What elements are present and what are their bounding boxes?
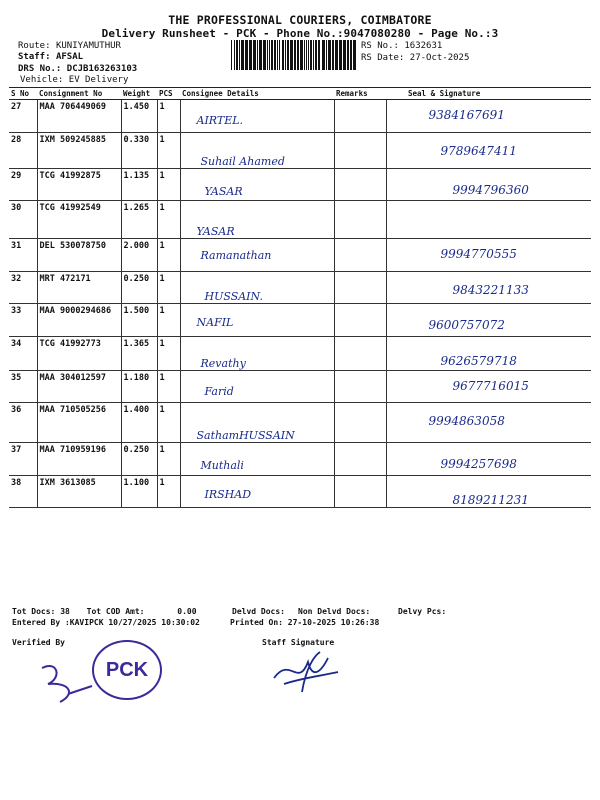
remarks-cell (334, 443, 386, 476)
consignee-cell (180, 443, 334, 476)
barcode-bar (287, 40, 289, 70)
rs-no-value: 1632631 (404, 41, 443, 51)
consignee-cell (180, 132, 334, 168)
signature-handwriting: 9384167691 (428, 108, 505, 122)
barcode-bar (236, 40, 238, 70)
barcode-bar (234, 40, 235, 70)
document-title: THE PROFESSIONAL COURIERS, COIMBATORE (168, 13, 432, 27)
barcode-bar (277, 40, 278, 70)
consignee-handwriting: AIRTEL. (196, 114, 244, 127)
consignment-cell: TCG 41992549 (37, 201, 121, 239)
barcode-bar (297, 40, 299, 70)
signature-cell (386, 443, 591, 476)
sno-cell: 31 (9, 239, 37, 272)
signature-handwriting: 9994257698 (440, 457, 517, 471)
sno-cell: 32 (9, 271, 37, 304)
consignee-cell (180, 304, 334, 337)
barcode-bar (259, 40, 262, 70)
signature-cell (386, 336, 591, 370)
signature-handwriting: 9626579718 (440, 353, 517, 368)
col-remarks-header: Remarks (334, 88, 386, 100)
barcode-bar (263, 40, 266, 70)
consignment-cell: TCG 41992773 (37, 336, 121, 370)
consignee-cell (180, 403, 334, 443)
drs-line (18, 64, 137, 74)
barcode-bar (267, 40, 268, 70)
weight-cell: 0.250 (121, 271, 157, 304)
consignee-cell (180, 239, 334, 272)
barcode-bar (245, 40, 248, 70)
table-row (9, 201, 591, 239)
consignment-cell: DEL 530078750 (37, 239, 121, 272)
staff-label: Staff: (18, 52, 51, 62)
col-consignee-header: Consignee Details (180, 88, 334, 100)
route-line (18, 41, 121, 51)
tot-cod-value: 0.00 (177, 607, 197, 616)
barcode-bar (308, 40, 309, 70)
sno-cell: 28 (9, 132, 37, 168)
consignee-handwriting: NAFIL (196, 316, 234, 329)
barcode-bar (241, 40, 244, 70)
rs-no-line (361, 41, 442, 51)
route-value: KUNIYAMUTHUR (55, 41, 121, 51)
drs-label: DRS No.: (18, 64, 62, 74)
signature-handwriting: 9994796360 (452, 182, 529, 197)
signature-cell (386, 100, 591, 133)
signature-cell (386, 475, 591, 508)
barcode-bar (294, 40, 296, 70)
barcode-bar (322, 40, 325, 70)
barcode-bar (257, 40, 258, 70)
consignee-handwriting: Ramanathan (200, 249, 272, 262)
barcode-bar (339, 40, 342, 70)
barcode-bar (300, 40, 303, 70)
signature-cell (386, 239, 591, 272)
totals-line (12, 607, 197, 616)
barcode-bar (343, 40, 346, 70)
table-row (9, 168, 591, 201)
barcode-bar (353, 40, 356, 70)
consignee-handwriting: SathamHUSSAIN (196, 429, 295, 442)
consignee-cell (180, 168, 334, 201)
pcs-cell: 1 (157, 201, 180, 239)
sno-cell: 35 (9, 370, 37, 403)
barcode-bar (253, 40, 256, 70)
weight-cell: 2.000 (121, 239, 157, 272)
consignee-cell (180, 336, 334, 370)
barcode-bar (249, 40, 252, 70)
barcode-bar (318, 40, 320, 70)
runsheet-table (9, 87, 591, 508)
barcode-bar (274, 40, 276, 70)
table-row (9, 304, 591, 337)
consignment-cell: MRT 472171 (37, 271, 121, 304)
pcs-cell: 1 (157, 370, 180, 403)
route-label: Route: (18, 41, 51, 51)
consignment-cell: MAA 710505256 (37, 403, 121, 443)
document-subtitle: Delivery Runsheet - PCK - Phone No.:9047080280 - Page No.:3 (101, 27, 499, 40)
remarks-cell (334, 239, 386, 272)
staff-line (18, 52, 83, 62)
signature-handwriting: 9843221133 (452, 282, 529, 297)
barcode-image (231, 40, 358, 70)
signature-cell (386, 201, 591, 239)
vehicle-value: EV Delivery (68, 75, 129, 85)
vehicle-line (20, 75, 128, 85)
consignee-cell (180, 475, 334, 508)
pck-stamp: PCK (92, 640, 162, 700)
remarks-cell (334, 168, 386, 201)
weight-cell: 1.450 (121, 100, 157, 133)
table-row (9, 239, 591, 272)
consignee-handwriting: Farid (204, 384, 234, 398)
sno-cell: 34 (9, 336, 37, 370)
remarks-cell (334, 271, 386, 304)
barcode-bar (282, 40, 284, 70)
rs-date-value: 27-Oct-2025 (409, 53, 470, 63)
verified-by-label: Verified By (12, 638, 65, 647)
weight-cell: 1.500 (121, 304, 157, 337)
pcs-cell: 1 (157, 304, 180, 337)
consignee-handwriting: YASAR (196, 225, 235, 238)
barcode-bar (306, 40, 307, 70)
consignment-cell: MAA 304012597 (37, 370, 121, 403)
consignment-cell: IXM 509245885 (37, 132, 121, 168)
tot-docs-label: Tot Docs: (12, 607, 56, 616)
barcode-bar (315, 40, 317, 70)
signature-handwriting: 9789647411 (440, 143, 517, 158)
signature-handwriting: 9600757072 (428, 318, 505, 332)
remarks-cell (334, 370, 386, 403)
table-row (9, 132, 591, 168)
consignee-handwriting: Muthali (200, 459, 244, 472)
barcode-bar (328, 40, 331, 70)
barcode-bar (279, 40, 280, 70)
consignee-cell (180, 271, 334, 304)
barcode-bar (285, 40, 286, 70)
barcode-bar (326, 40, 327, 70)
sno-cell: 29 (9, 168, 37, 201)
pcs-cell: 1 (157, 475, 180, 508)
barcode-bar (347, 40, 349, 70)
signature-handwriting: 9994863058 (428, 414, 505, 428)
verifier-signature-scribble (30, 650, 100, 710)
sno-cell: 38 (9, 475, 37, 508)
remarks-cell (334, 201, 386, 239)
sno-cell: 36 (9, 403, 37, 443)
consignee-handwriting: YASAR (204, 184, 243, 198)
signature-cell (386, 271, 591, 304)
barcode-bar (271, 40, 273, 70)
barcode-bar (269, 40, 270, 70)
consignment-cell: IXM 3613085 (37, 475, 121, 508)
pcs-cell: 1 (157, 100, 180, 133)
sno-cell: 30 (9, 201, 37, 239)
col-consignment-header: Consignment No (37, 88, 121, 100)
remarks-cell (334, 304, 386, 337)
col-weight-header: Weight (121, 88, 157, 100)
barcode-bar (350, 40, 352, 70)
non-delvd-docs-label: Non Delvd Docs: (298, 607, 371, 616)
signature-handwriting: 9994770555 (440, 247, 517, 261)
remarks-cell (334, 100, 386, 133)
consignee-cell (180, 201, 334, 239)
sno-cell: 37 (9, 443, 37, 476)
pcs-cell: 1 (157, 271, 180, 304)
pcs-cell: 1 (157, 239, 180, 272)
vehicle-label: Vehicle: (20, 75, 64, 85)
consignment-cell: MAA 9000294686 (37, 304, 121, 337)
consignment-cell: TCG 41992875 (37, 168, 121, 201)
delvd-docs-label: Delvd Docs: (232, 607, 285, 616)
delvy-pcs-label: Delvy Pcs: (398, 607, 447, 616)
remarks-cell (334, 403, 386, 443)
table-row (9, 403, 591, 443)
barcode-bar (231, 40, 232, 70)
barcode-bar (332, 40, 334, 70)
consignee-cell (180, 100, 334, 133)
remarks-cell (334, 336, 386, 370)
drs-value: DCJB163263103 (66, 64, 138, 74)
consignment-cell: MAA 706449069 (37, 100, 121, 133)
staff-value: AFSAL (55, 52, 84, 62)
weight-cell: 1.400 (121, 403, 157, 443)
weight-cell: 0.330 (121, 132, 157, 168)
weight-cell: 0.250 (121, 443, 157, 476)
signature-handwriting: 9677716015 (452, 378, 529, 393)
signature-cell (386, 168, 591, 201)
tot-cod-label: Tot COD Amt: (86, 607, 145, 616)
barcode-bar (310, 40, 312, 70)
tot-docs-value: 38 (60, 607, 70, 616)
pcs-cell: 1 (157, 403, 180, 443)
pcs-cell: 1 (157, 132, 180, 168)
barcode-bar (290, 40, 293, 70)
table-row (9, 100, 591, 133)
remarks-cell (334, 475, 386, 508)
weight-cell: 1.135 (121, 168, 157, 201)
col-pcs-header: PCS (157, 88, 180, 100)
pcs-cell: 1 (157, 336, 180, 370)
signature-cell (386, 403, 591, 443)
sno-cell: 27 (9, 100, 37, 133)
col-sno-header: S No (9, 88, 37, 100)
col-signature-header: Seal & Signature (386, 88, 591, 100)
barcode-bar (313, 40, 314, 70)
pcs-cell: 1 (157, 168, 180, 201)
staff-signature-label: Staff Signature (262, 638, 335, 647)
consignee-handwriting: IRSHAD (204, 487, 252, 501)
signature-cell (386, 304, 591, 337)
weight-cell: 1.100 (121, 475, 157, 508)
barcode-bar (239, 40, 240, 70)
rs-date-label: RS Date: (361, 53, 405, 63)
sno-cell: 33 (9, 304, 37, 337)
table-row (9, 271, 591, 304)
table-row (9, 475, 591, 508)
weight-cell: 1.365 (121, 336, 157, 370)
table-row (9, 370, 591, 403)
signature-cell (386, 132, 591, 168)
table-header-row (9, 88, 591, 100)
consignee-cell (180, 370, 334, 403)
table-row (9, 443, 591, 476)
barcode-bar (304, 40, 305, 70)
consignment-cell: MAA 710959196 (37, 443, 121, 476)
entered-by: Entered By :KAVIPCK 10/27/2025 10:30:02 (12, 618, 200, 627)
barcode-bar (335, 40, 338, 70)
weight-cell: 1.265 (121, 201, 157, 239)
signature-handwriting: 8189211231 (452, 492, 529, 507)
consignee-handwriting: Revathy (200, 356, 246, 370)
consignee-handwriting: Suhail Ahamed (200, 154, 285, 168)
staff-signature-scribble (268, 648, 348, 694)
rs-no-label: RS No.: (361, 41, 399, 51)
pcs-cell: 1 (157, 443, 180, 476)
rs-date-line (361, 53, 469, 63)
remarks-cell (334, 132, 386, 168)
printed-on: Printed On: 27-10-2025 10:26:38 (230, 618, 380, 627)
weight-cell: 1.180 (121, 370, 157, 403)
consignee-handwriting: HUSSAIN. (204, 289, 263, 303)
table-row (9, 336, 591, 370)
signature-cell (386, 370, 591, 403)
